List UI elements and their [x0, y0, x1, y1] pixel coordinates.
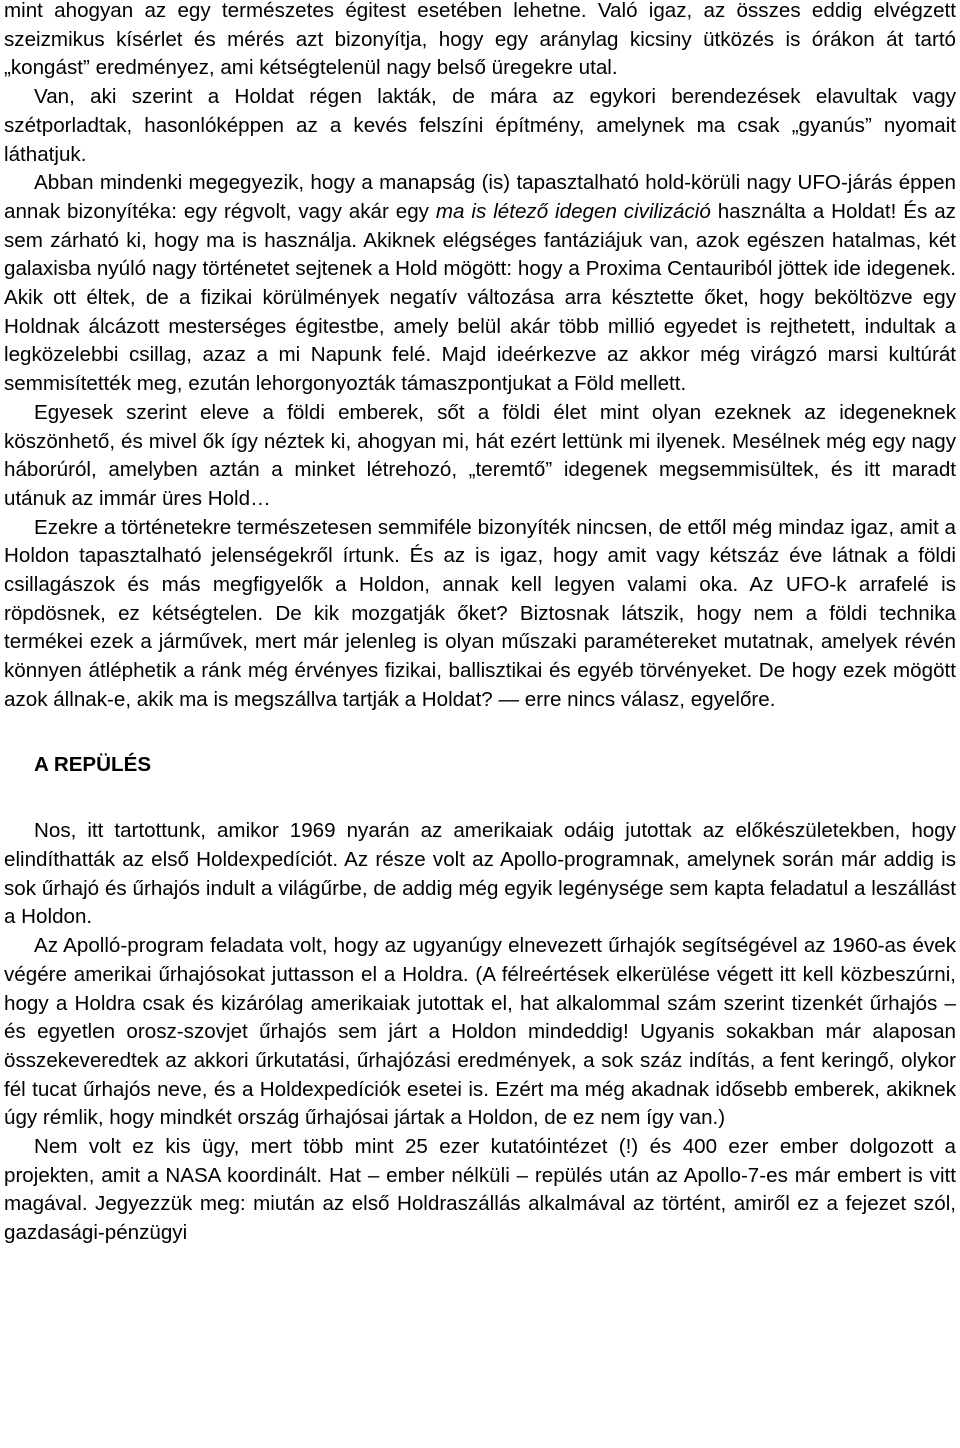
- paragraph-text: mint ahogyan az egy természetes égitest esetében lehetne. Való igaz, az összes eddig elvégzett szeizmikus kísérlet és mérés azt bizonyítja, hogy egy aránylag kicsiny ütközés is órákon át tartó „kongást” eredményez, ami kétségtelenül nagy belső üregekre utal.: [4, 0, 956, 80]
- paragraph-text: Egyesek szerint eleve a földi emberek, sőt a földi élet mint olyan ezeknek az idegeneknek köszönhető, és mivel ők így néztek ki, ahogyan mi, hát ezért lettünk mi ilyenek. Mesélnek még egy nagy háborúról, amelyben aztán a minket létrehozó, „teremtő” idegenek megsemmisültek, és itt maradt utánuk az immár üres Hold…: [4, 400, 956, 510]
- emphasized-text: ma is létező idegen civilizáció: [435, 199, 711, 223]
- paragraph-text: Abban mindenki megegyezik, hogy a manapság (is) tapasztalható hold-körüli nagy UFO-járás éppen annak bizonyítéka: egy régvolt, vagy akár egy: [4, 171, 956, 223]
- paragraph: [4, 817, 956, 932]
- paragraph: [4, 83, 956, 169]
- paragraph-text: Van, aki szerint a Holdat régen lakták, de mára az egykori berendezések elavultak vagy szétporladtak, hasonlóképpen az a kevés felszíni építmény, amelynek ma csak „gyanús” nyomait láthatjuk.: [4, 85, 956, 166]
- paragraph-text: használta a Holdat! És az sem zárható ki, hogy ma is használja. Akiknek elégséges fantáziájuk van, azok egészen hatalmas, két galaxisba nyúló nagy történetet sejtenek a Hold mögött: hogy a Proxima Centauriból jöttek ide idegenek. Akik ott éltek, de a fizikai körülmények negatív változása arra késztette őket, hogy beköltözve egy Holdnak álcázott mesterséges égitestbe, amely belül akár több millió egyedet is rejthetett, indultak a legközelebbi csillag, azaz a mi Napunk felé. Majd ideérkezve az akkor még virágzó marsi kultúrát semmisítették meg, ezután lehorgonyozták támaszpontjukat a Föld mellett.: [4, 199, 956, 396]
- paragraph-text: Nos, itt tartottunk, amikor 1969 nyarán az amerikaiak odáig jutottak az előkészületekben, hogy elindíthatták az első Holdexpedíciót. Az része volt az Apollo-programnak, amelynek során már addig is sok űrhajó és űrhajós indult a világűrbe, de addig még egyik legénysége sem kapta feladatul a leszállást a Holdon.: [4, 819, 956, 929]
- paragraph: [4, 1133, 956, 1248]
- paragraph: [4, 399, 956, 514]
- section-heading: A REPÜLÉS: [34, 752, 152, 776]
- paragraph-text: Ezekre a történetekre természetesen semmiféle bizonyíték nincsen, de ettől még mindaz igaz, amit a Holdon tapasztalható jelenségekről írtunk. És az is igaz, hogy amit vagy kétszáz éve látnak a földi csillagászok és más megfigyelők a Holdon, annak kell legyen valami oka. Az UFO-k arrafelé is röpdösnek, ez kétségtelen. De kik mozgatják őket? Biztosnak látszik, hogy nem a földi technika termékei ezek a járművek, mert már jelenleg is olyan műszaki paramétereket mutatnak, amelyek révén könnyen átléphetik a ránk még érvényes fizikai, ballisztikai és egyéb törvényeket. De hogy ezek mögött azok állnak-e, akik ma is megszállva tartják a Holdat? — erre nincs válasz, egyelőre.: [4, 515, 956, 711]
- paragraph-text: Nem volt ez kis ügy, mert több mint 25 ezer kutatóintézet (!) és 400 ezer ember dolgozott a projekten, amit a NASA koordinált. Hat – ember nélküli – repülés után az Apollo-7-es már embert is vitt magával. Jegyezzük meg: miután az első Holdraszállás alkalmával az történt, amiről ez a fejezet szól, gazdasági-pénzügyi: [4, 1135, 956, 1245]
- paragraph: [4, 932, 956, 1133]
- paragraph: [4, 514, 956, 715]
- paragraph-text: Az Apolló-program feladata volt, hogy az ugyanúgy elnevezett űrhajók segítségével az 1960-as évek végére amerikai űrhajósokat juttasson el a Holdra. (A félreértések elkerülése végett itt kell közbeszúrni, hogy a Holdra csak és kizárólag amerikaiak jutottak el, hat alkalommal szám szerint tizenkét űrhajós – és egyetlen orosz-szovjet űrhajós sem járt a Holdon mindeddig! Ugyanis sokakban már alaposan összekeveredtek az akkori űrkutatási, űrhajózási eredmények, a sok száz indítás, a fent keringő, olykor fél tucat űrhajós neve, és a Holdexpedíciók esetei is. Ezért ma még akadnak idősebb emberek, akiknek úgy rémlik, hogy mindkét ország űrhajósai jártak a Holdon, de ez nem így van.): [4, 934, 956, 1130]
- paragraph: [4, 169, 956, 399]
- document-page: [4, 0, 956, 1248]
- paragraph: [4, 0, 956, 83]
